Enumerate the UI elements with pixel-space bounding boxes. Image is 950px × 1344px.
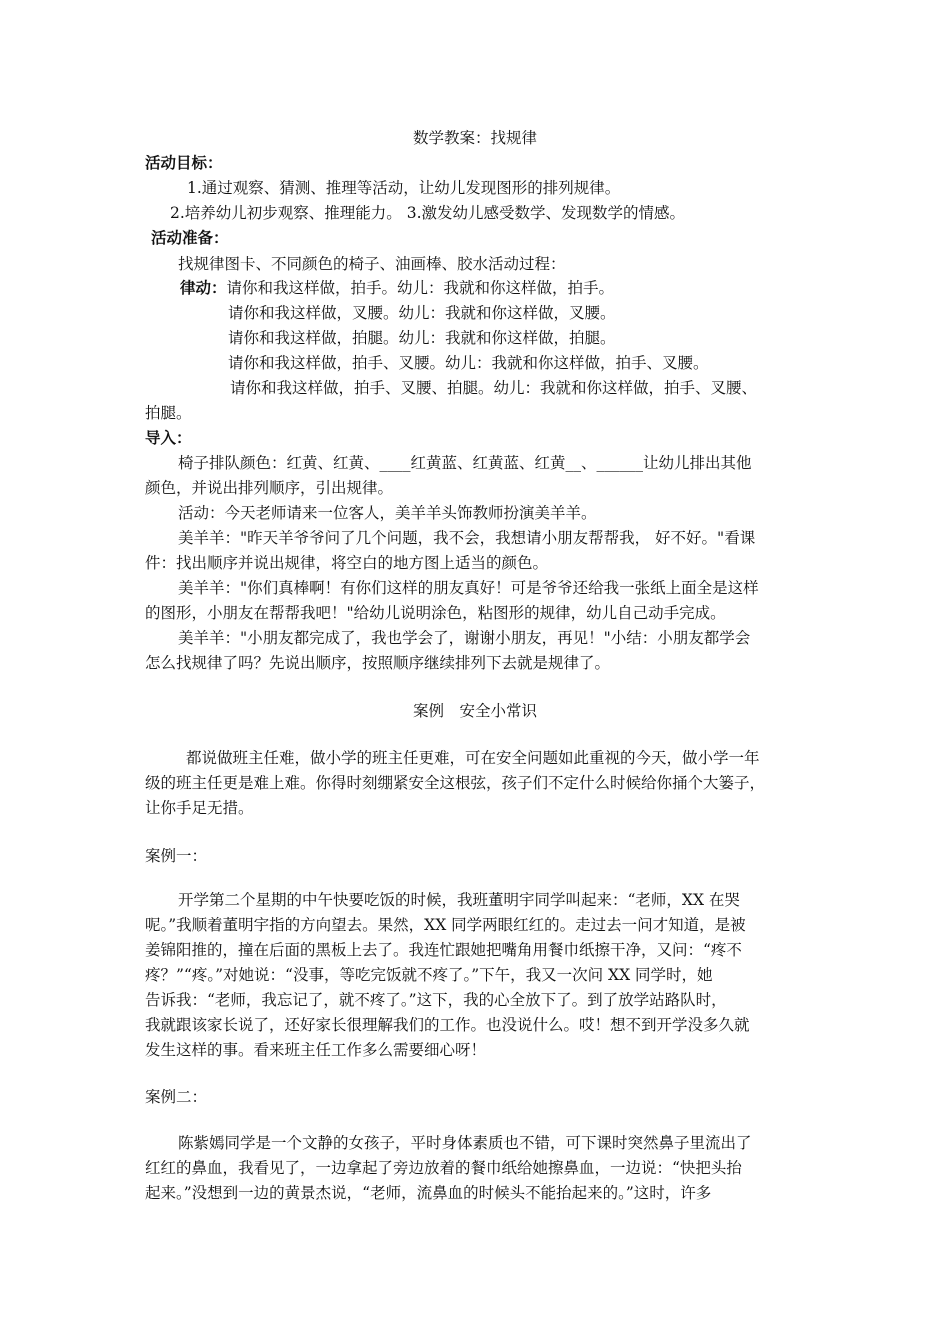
intro-line-2: 颜色，并说出排列顺序，引出规律。 <box>145 479 394 497</box>
document-title: 数学教案：找规律 <box>412 129 537 147</box>
activity-line-3: 件：找出顺序并说出规律，将空白的地方图上适当的颜色。 <box>145 554 549 572</box>
activity-line-6: 美羊羊："小朋友都完成了，我也学会了，谢谢小朋友，再见！"小结：小朋友都学会 <box>178 629 751 647</box>
case-1-line-3: 姜锦阳推的，撞在后面的黑板上去了。我连忙跟她把嘴角用餐巾纸擦干净，又问：“疼不 <box>145 941 742 959</box>
activity-line-1: 活动：今天老师请来一位客人，美羊羊头饰教师扮演美羊羊。 <box>178 504 597 522</box>
case-intro-line-1: 都说做班主任难，做小学的班主任更难，可在安全问题如此重视的今天，做小学一年 <box>186 749 760 767</box>
case-2-line-3: 起来。”没想到一边的黄景杰说，“老师，流鼻血的时候头不能抬起来的。”这时，许多 <box>145 1184 712 1202</box>
prep-line-1: 找规律图卡、不同颜色的椅子、油画棒、胶水活动过程： <box>178 255 566 273</box>
case-2-line-1: 陈紫嫣同学是一个文静的女孩子，平时身体素质也不错，可下课时突然鼻子里流出了 <box>178 1134 752 1152</box>
goal-line-2: 2.培养幼儿初步观察、推理能力。 3.激发幼儿感受数学、发现数学的情感。 <box>170 204 686 222</box>
intro-line-1: 椅子排队颜色：红黄、红黄、____红黄蓝、红黄蓝、红黄__、______让幼儿排出其他 <box>178 454 752 472</box>
case-1-line-7: 发生这样的事。看来班主任工作多么需要细心呀！ <box>145 1041 487 1059</box>
case-1-line-6: 我就跟该家长说了，还好家长很理解我们的工作。也没说什么。哎！想不到开学没多久就 <box>145 1016 750 1034</box>
section-heading-intro: 导入： <box>145 429 192 447</box>
case-title: 案例 安全小常识 <box>412 702 537 720</box>
rhythm-text-1: 请你和我这样做，拍手。幼儿：我就和你这样做，拍手。 <box>226 279 615 297</box>
case-2-heading: 案例二： <box>145 1088 208 1106</box>
case-1-line-2: 呢。”我顺着董明宇指的方向望去。果然，XX 同学两眼红红的。走过去一问才知道，是被 <box>145 916 746 934</box>
section-heading-goals: 活动目标： <box>145 154 223 172</box>
activity-line-7: 怎么找规律了吗？先说出顺序，按照顺序继续排列下去就是规律了。 <box>145 654 611 672</box>
rhythm-line-1 <box>180 278 614 298</box>
rhythm-line-4: 请你和我这样做，拍手、叉腰。幼儿：我就和你这样做，拍手、叉腰。 <box>228 354 709 372</box>
rhythm-line-5: 请你和我这样做，拍手、叉腰、拍腿。幼儿：我就和你这样做，拍手、叉腰、 <box>230 379 758 397</box>
case-1-heading: 案例一： <box>145 847 208 865</box>
rhythm-line-5-cont: 拍腿。 <box>145 404 192 422</box>
activity-line-5: 的图形，小朋友在帮帮我吧！"给幼儿说明涂色，粘图形的规律，幼儿自己动手完成。 <box>145 604 726 622</box>
rhythm-label: 律动： <box>180 279 227 297</box>
activity-line-2: 美羊羊："昨天羊爷爷问了几个问题，我不会，我想请小朋友帮帮我， 好不好。"看课 <box>178 529 756 547</box>
rhythm-line-2: 请你和我这样做，叉腰。幼儿：我就和你这样做，叉腰。 <box>228 304 616 322</box>
case-intro-line-2: 级的班主任更是难上难。你得时刻绷紧安全这根弦，孩子们不定什么时候给你捅个大篓子， <box>145 774 766 792</box>
case-1-line-5: 告诉我：“老师，我忘记了，就不疼了。”这下，我的心全放下了。到了放学站路队时， <box>145 991 727 1009</box>
goal-line-1: 1.通过观察、猜测、推理等活动，让幼儿发现图形的排列规律。 <box>187 179 621 197</box>
case-2-line-2: 红红的鼻血，我看见了，一边拿起了旁边放着的餐巾纸给她擦鼻血，一边说：“快把头抬 <box>145 1159 742 1177</box>
activity-line-4: 美羊羊："你们真棒啊！有你们这样的朋友真好！可是爷爷还给我一张纸上面全是这样 <box>178 579 759 597</box>
case-intro-line-3: 让你手足无措。 <box>145 799 254 817</box>
rhythm-line-3: 请你和我这样做，拍腿。幼儿：我就和你这样做，拍腿。 <box>228 329 616 347</box>
case-1-line-1: 开学第二个星期的中午快要吃饭的时候，我班董明宇同学叫起来：“老师，XX 在哭 <box>178 891 740 909</box>
case-1-line-4: 疼？”“疼。”对她说：“没事，等吃完饭就不疼了。”下午，我又一次问 XX 同学时，她 <box>145 966 713 984</box>
section-heading-prep: 活动准备： <box>151 229 229 247</box>
